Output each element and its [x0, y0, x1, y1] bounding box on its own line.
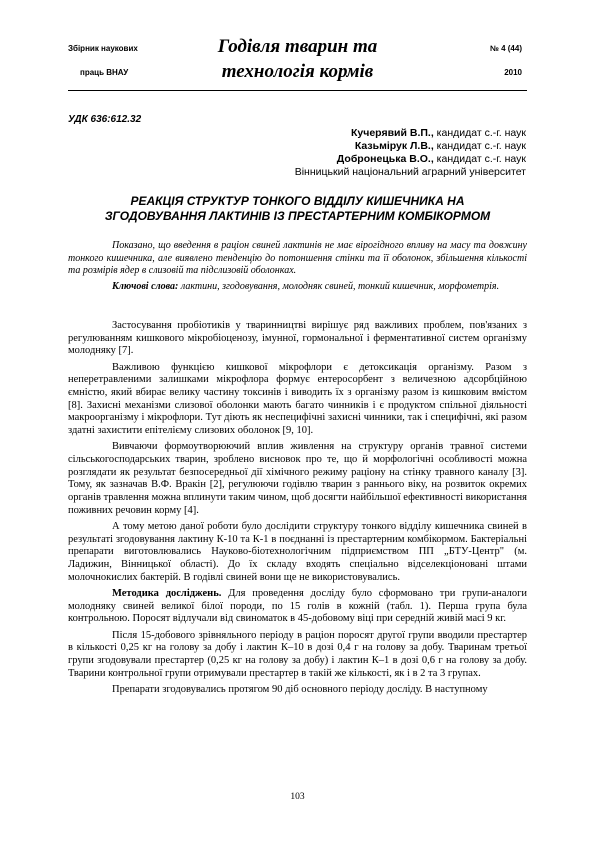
article-title-line-2: ЗГОДОВУВАННЯ ЛАКТИНІВ ІЗ ПРЕСТАРТЕРНИМ КОМБІКОРМОМ	[104, 209, 491, 223]
affiliation: Вінницький національний аграрний університет	[294, 166, 526, 178]
author-1-name: Кучерявий В.П.,	[351, 127, 434, 139]
paragraph-4: А тому метою даної роботи було дослідити структуру тонкого відділу кишечника свиней в результаті згодовування лактину К-10 та К-1 в поєднанні із престартерним комбікормом. Бактеріальні препарати виготовлювались Науково-біотехнологічним підприємством ПП „БТУ-Центр" (м. Ладижин, Вінницької області). До їх складу входять спеціально відселекціоновані штами молочнокислих бактерій. В годівлі свиней вони ще не використовувались.	[68, 521, 527, 583]
article-body	[68, 320, 527, 700]
paragraph-1: Застосування пробіотиків у тваринництві вирішує ряд важливих проблем, пов'язаних з регулюванням кишкового мікробіоценозу, імунної, гормональної і ферментативної систем організму молодняку [7].	[68, 320, 527, 357]
author-1	[295, 127, 526, 140]
journal-name-line-1: Збірник наукових	[68, 44, 138, 53]
paragraph-methods	[68, 588, 527, 626]
article-title-line-1: РЕАКЦІЯ СТРУКТУР ТОНКОГО ВІДДІЛУ КИШЕЧНИКА НА	[130, 194, 465, 208]
issue-year: 2010	[504, 68, 522, 77]
page-number: 103	[290, 792, 305, 802]
author-2-degree: кандидат с.-г. наук	[433, 140, 526, 152]
abstract: Показано, що введення в раціон свиней лактинів не має вірогідного впливу на масу та довжину тонкого кишечника, але виявлено тенденцію до потоншення стінки та її оболонок, збільшення кількості та розмірів ядер в слизовій та підслизовій оболонках.	[68, 240, 527, 276]
journal-name-line-2: праць ВНАУ	[80, 68, 129, 77]
paragraph-6: Після 15-добового зрівняльного періоду в раціон поросят другої групи вводили престартер в кількості 0,25 кг на голову за добу і лактин К–10 в дозі 0,4 г на голову за добу. Тваринам третьої групи згодовували престартер (0,25 кг на голову за добу) і лактин К–1 в дозі 0,6 г на голову за добу. Тварини контрольної групи отримували престартер в такій же кількості, як і в 2 та 3 групах.	[68, 629, 527, 679]
methods-text: Для проведення досліду було сформовано три групи-аналоги молодняку свиней великої білої породи, по 15 голів в кожній (табл. 1). Перша група була контрольною. Поросят відлучали від свиноматок в 45-добовому віці при середній живій масі 9 кг.	[68, 588, 528, 625]
keywords	[68, 281, 527, 294]
author-3-name: Добронецька В.О.,	[336, 153, 434, 165]
author-2-name: Казьмірук Л.В.,	[354, 140, 434, 152]
keywords-label: Ключові слова:	[112, 281, 179, 292]
journal-title-line-1: Годівля тварин та	[217, 36, 378, 57]
paragraph-7: Препарати згодовувались протягом 90 діб основного періоду досліду. В наступному	[112, 683, 488, 695]
methods-heading: Методика досліджень.	[112, 588, 222, 600]
author-3	[295, 153, 526, 166]
author-block	[295, 127, 526, 179]
author-2	[295, 140, 526, 153]
paragraph-2: Важливою функцією кишкової мікрофлори є детоксикація організму. Разом з неперетравленими залишками мікрофлора формує ентеросорбент з величезною адсорбційною ємністю, який вбирає велику частину токсинів і виводить їх з організму разом із кишковим вмістом [8]. Захисні механізми слизової оболонки мають багато чинників і є продуктом спільної діяльності макроорганізму і мікрофлори. Тут діють як неспецифічні захисні чинники, так і специфічні, які разом здатні захистити епітелієму слизових оболонок [9, 10].	[68, 361, 527, 437]
article-title	[68, 194, 527, 224]
author-1-degree: кандидат с.-г. наук	[433, 127, 526, 139]
header-divider	[68, 90, 527, 91]
paragraph-3: Вивчаючи формоутворюючий вплив живлення на структуру органів травної системи сільськогосподарських тварин, зроблено висновок про те, що й морфологічні особливості можна розглядати як результат безпосередньої дії хімічного режиму раціону на стінку травного каналу [3]. Тому, як зазначав В.Ф. Вракін [2], регулюючи годівлю тварин з раннього віку, на розвиток окремих органів травлення можна вплинути таким чином, щоб досягти найбільшої ефективності використання поживних речовин корму [4].	[68, 441, 527, 516]
keywords-text: лактини, згодовування, молодняк свиней, тонкий кишечник, морфометрія.	[178, 281, 500, 292]
author-3-degree: кандидат с.-г. наук	[433, 153, 526, 165]
udc-code: УДК 636:612.32	[68, 114, 142, 125]
issue-number: № 4 (44)	[489, 44, 522, 53]
journal-title-line-2: технологія кормів	[221, 61, 374, 82]
